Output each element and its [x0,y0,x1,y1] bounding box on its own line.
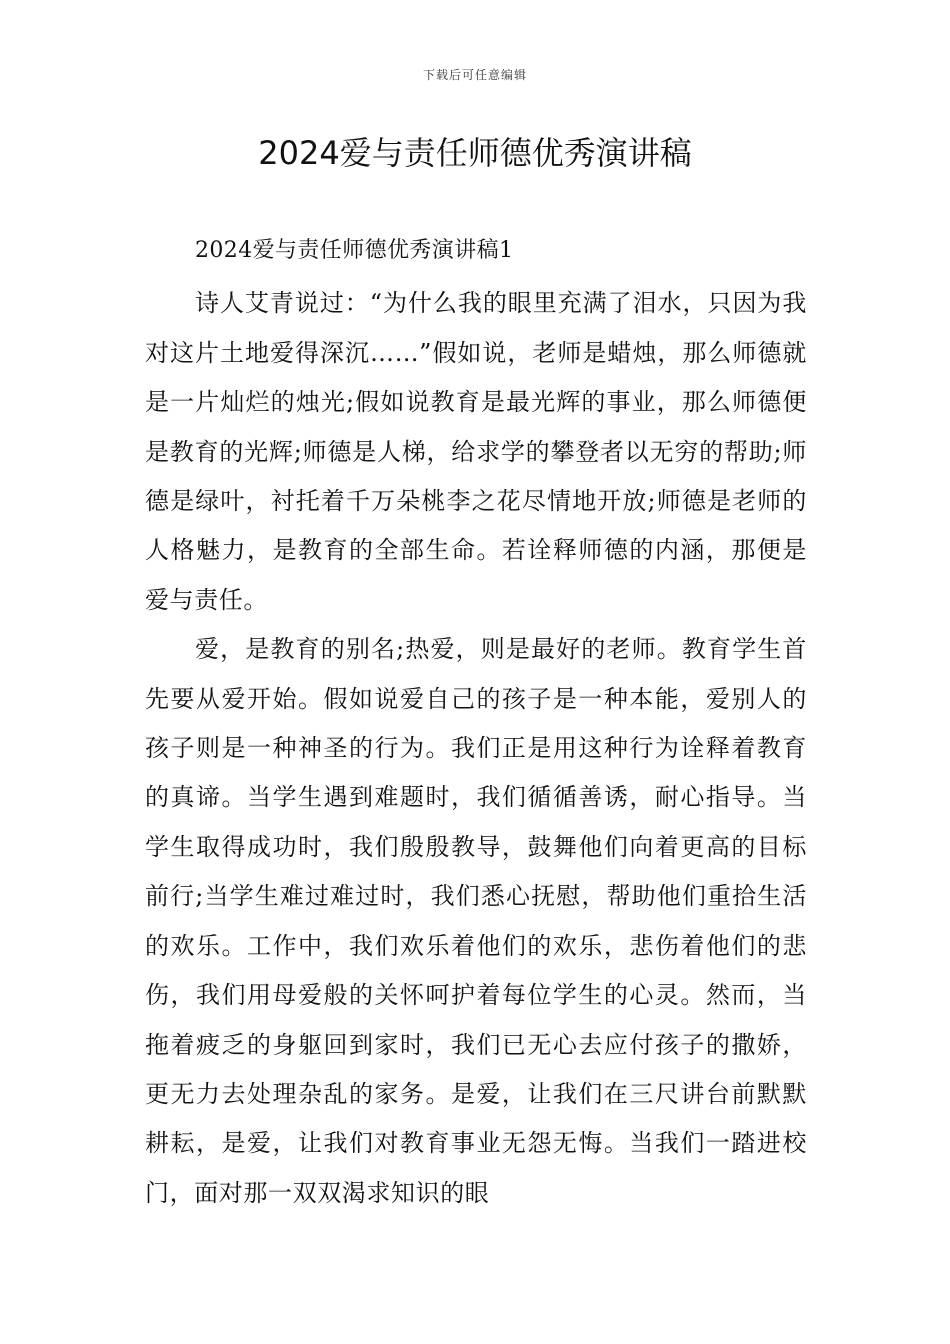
section-subtitle: 2024爱与责任师德优秀演讲稿1 [195,238,514,263]
header-note: 下载后可任意编辑 [422,68,527,82]
document-title: 2024爱与责任师德优秀演讲稿 [258,134,692,172]
paragraph-1: 诗人艾青说过：“为什么我的眼里充满了泪水，只因为我对这片土地爱得深沉……”假如说，老师是蜡烛，那么师德就是一片灿烂的烛光;假如说教育是最光辉的事业，那么师德便是教育的光辉;师德是人梯，给求学的攀登者以无穷的帮助;师德是绿叶，衬托着千万朵桃李之花尽情地开放;师德是老师的人格魅力，是教育的全部生命。若诠释师德的内涵，那便是爱与责任。 [145,289,807,614]
document-body [145,226,807,1218]
paragraph-2: 爱，是教育的别名;热爱，则是最好的老师。教育学生首先要从爱开始。假如说爱自己的孩子是一种本能，爱别人的孩子则是一种神圣的行为。我们正是用这种行为诠释着教育的真谛。当学生遇到难题时，我们循循善诱，耐心指导。当学生取得成功时，我们殷殷教导，鼓舞他们向着更高的目标前行;当学生难过难过时，我们悉心抚慰，帮助他们重拾生活的欢乐。工作中，我们欢乐着他们的欢乐，悲伤着他们的悲伤，我们用母爱般的关怀呵护着每位学生的心灵。然而，当拖着疲乏的身躯回到家时，我们已无心去应付孩子的撒娇，更无力去处理杂乱的家务。是爱，让我们在三尺讲台前默默耕耘，是爱，让我们对教育事业无怨无悔。当我们一踏进校门，面对那一双双渴求知识的眼 [145,635,807,1207]
